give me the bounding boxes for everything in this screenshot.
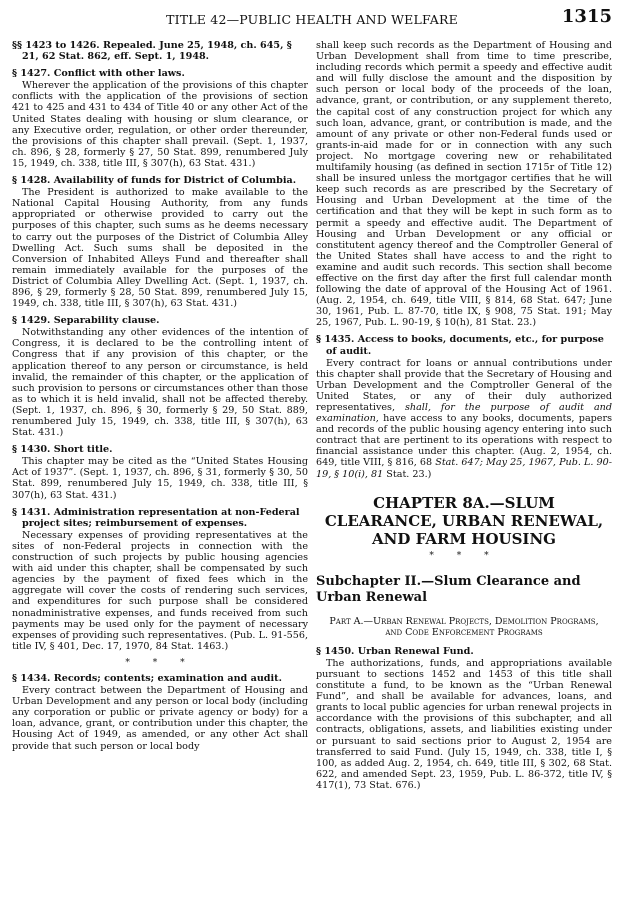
section-heading: § 1429. Separability clause. <box>12 315 160 327</box>
left-column <box>12 40 308 758</box>
section-1434-continued <box>316 40 612 328</box>
section-text: shall keep such records as the Department of Housing and Urban Development shall from time to time prescribe, including records which permit a speedy and effective audit and will fully disclose the amount and the disposition by such person or local body of the proceeds of the loan, advance, grant, or contribution, or any supplement thereto, the capital cost of any construction project for which any such loan, advance, grant, or contribution is made, and the amount of any private or other non-Federal funds used or grants-in-aid made for or in connection with any such project. No mortgage covering new or rehabilitated multifamily housing (as defined in section 1715r of Title 12) shall be insured unless the mortgagor certifies that he will keep such records as are prescribed by the Secretary of Housing and Urban Development at the time of the certification and that they will be kept in such form as to permit a speedy and effective audit. The Department of Housing and Urban Development or any official or constitutent agency thereof and the Comptroller General of the United States shall have access to and the right to examine and audit such records. This section shall become effective on the first day after the first full calendar month following the date of approval of the Housing Act of 1961. (Aug. 2, 1954, ch. 649, title VIII, § 814, 68 Stat. 647; June 30, 1961, Pub. L. 87-70, title IX, § 908, 75 Stat. 191; May 25, 1967, Pub. L. 90-19, § 10(h), 81 Stat. 23.) <box>316 40 612 329</box>
italic-text: Stat. 647; May 25, 1967, Pub. L. 90-19, § 10(i), 81 <box>316 457 612 480</box>
section-heading: § 1434. Records; contents; examination and audit. <box>12 672 282 684</box>
section-heading: § 1435. Access to books, documents, etc., for purpose of audit. <box>316 334 604 357</box>
section-text: Notwithstanding any other evidences of the intention of Congress, it is declared to be the controlling intent of Congress that if any provision of this chapter, or the application thereof to any person or circumstance, is held invalid, the remainder of this chapter, or the application of such provision to persons or circumstances other than those as to which it is held invalid, shall not be affected thereby. (Sept. 1, 1937, ch. 896, § 30, formerly § 29, 50 Stat. 889, renumbered July 15, 1949, ch. 338, title III, § 307(h), 63 Stat. 431.) <box>12 327 308 439</box>
text-part: have access to any books, documents, papers and records of the public housing agency entering into such contract that are pertinent to its operations with respect to financial assistance under this chapter. (Aug. 2, 1954, ch. 649, title VIII, § 816, 68 <box>316 413 612 469</box>
section-1428 <box>12 175 308 309</box>
page-number: 1315 <box>561 6 612 27</box>
chapter-heading: CHAPTER 8A.—SLUM CLEARANCE, URBAN RENEWAL, AND FARM HOUSING <box>324 493 604 548</box>
part-heading: Part A.—Urban Renewal Projects, Demolition Programs, and Code Enforcement Programs <box>329 615 599 638</box>
section-heading: §§ 1423 to 1426. Repealed. June 25, 1948, ch. 645, § 21, 62 Stat. 862, eff. Sept. 1, 1948. <box>12 40 292 63</box>
section-1435 <box>316 334 612 479</box>
section-text: The President is authorized to make available to the National Capital Housing Authority, from any funds appropriated or otherwise provided to carry out the purposes of this chapter, such sums as he deems necessary to carry out the purposes of the District of Columbia Alley Dwelling Act. Such sums shall be deposited in the Conversion of Inhabited Alleys Fund and thereafter shall remain immediately available for the purposes of the District of Columbia Alley Dwelling Act. (Sept. 1, 1937, ch. 896, § 29, formerly § 28, 50 Stat. 899, renumbered July 15, 1949, ch. 338, title III, § 307(h), 63 Stat. 431.) <box>12 187 308 310</box>
text-part: Stat. 23.) <box>386 468 432 480</box>
section-text: The authorizations, funds, and appropriations available pursuant to sections 1452 and 1453 of this title shall constitute a fund, to be known as the “Urban Renewal Fund”, and shall be available for advances, loans, and grants to local public agencies for urban renewal projects in accordance with the provisions of this subchapter, and all contracts, obligations, assets, and liabilities existing under or pursuant to said sections prior to August 2, 1954 are transferred to said Fund. (July 15, 1949, ch. 338, title I, § 100, as added Aug. 2, 1954, ch. 649, title III, § 302, 68 Stat. 622, and amended Sept. 23, 1959, Pub. L. 86-372, title IV, § 417(1), 73 Stat. 676.) <box>316 657 612 791</box>
section-1429 <box>12 315 308 438</box>
section-1450 <box>316 646 612 791</box>
section-1434 <box>12 673 308 752</box>
section-1431 <box>12 507 308 652</box>
section-1427 <box>12 68 308 169</box>
section-text: Necessary expenses of providing representatives at the sites of non-Federal projects in connection with the construction of such projects by public housing agencies with aid under this chapter, shall be compensated by such agencies by the payment of fixed fees which in the aggregate will cover the costs of rendering such services, and expenditures for such purpose shall be considered nonadministrative expenses, and funds received from such payments may be used only for the payment of necessary expenses of providing such representatives. (Pub. L. 91-556, title IV, § 401, Dec. 17, 1970, 84 Stat. 1463.) <box>12 529 308 652</box>
section-heading: § 1430. Short title. <box>12 444 113 456</box>
running-title: TITLE 42—PUBLIC HEALTH AND WELFARE <box>166 12 458 27</box>
text-part: Every contract for loans or annual contributions under this chapter shall provide that the Secretary of Housing and Urban Development and the Comptroller General of the United States, or any of their duly authorized representatives, <box>316 357 612 413</box>
section-1430 <box>12 444 308 500</box>
section-heading: § 1428. Availability of funds for District of Columbia. <box>12 175 297 187</box>
section-text: Wherever the application of the provisions of this chapter conflicts with the application of the provisions of section 421 to 425 and 431 to 434 of Title 40 or any other Act of the United States dealing with housing or slum clearance, or any Executive order, regulation, or other order thereunder, the provisions of this chapter shall prevail. (Sept. 1, 1937, ch. 896, § 28, formerly § 27, 50 Stat. 899, renumbered July 15, 1949, ch. 338, title III, § 307(h), 63 Stat. 431.) <box>12 80 308 169</box>
section-heading: § 1431. Administration representation at non-Federal project sites; reimbursement of expenses. <box>12 506 300 529</box>
section-text <box>316 358 612 480</box>
italic-text: shall, for the purpose of audit and examination, <box>316 402 612 425</box>
subchapter-heading: Subchapter II.—Slum Clearance and Urban Renewal <box>316 573 581 605</box>
right-column <box>316 40 612 797</box>
omission-stars: * * * <box>429 550 499 561</box>
omission-stars: * * * <box>125 657 195 668</box>
page-header <box>10 6 614 30</box>
section-heading: § 1427. Conflict with other laws. <box>12 68 185 80</box>
section-text: This chapter may be cited as the “United States Housing Act of 1937”. (Sept. 1, 1937, ch. 896, § 31, formerly § 30, 50 Stat. 899, renumbered July 15, 1949, ch. 338, title III, § 307(h), 63 Stat. 431.) <box>12 456 308 501</box>
section-heading: § 1450. Urban Renewal Fund. <box>316 645 474 657</box>
section-text: Every contract between the Department of Housing and Urban Development and any person or local body (including any corporation or public or private agency or body) for a loan, advance, grant, or contribution under this chapter, the Housing Act of 1949, as amended, or any other Act shall provide that such person or local body <box>12 685 308 752</box>
section-1423 <box>12 40 308 62</box>
